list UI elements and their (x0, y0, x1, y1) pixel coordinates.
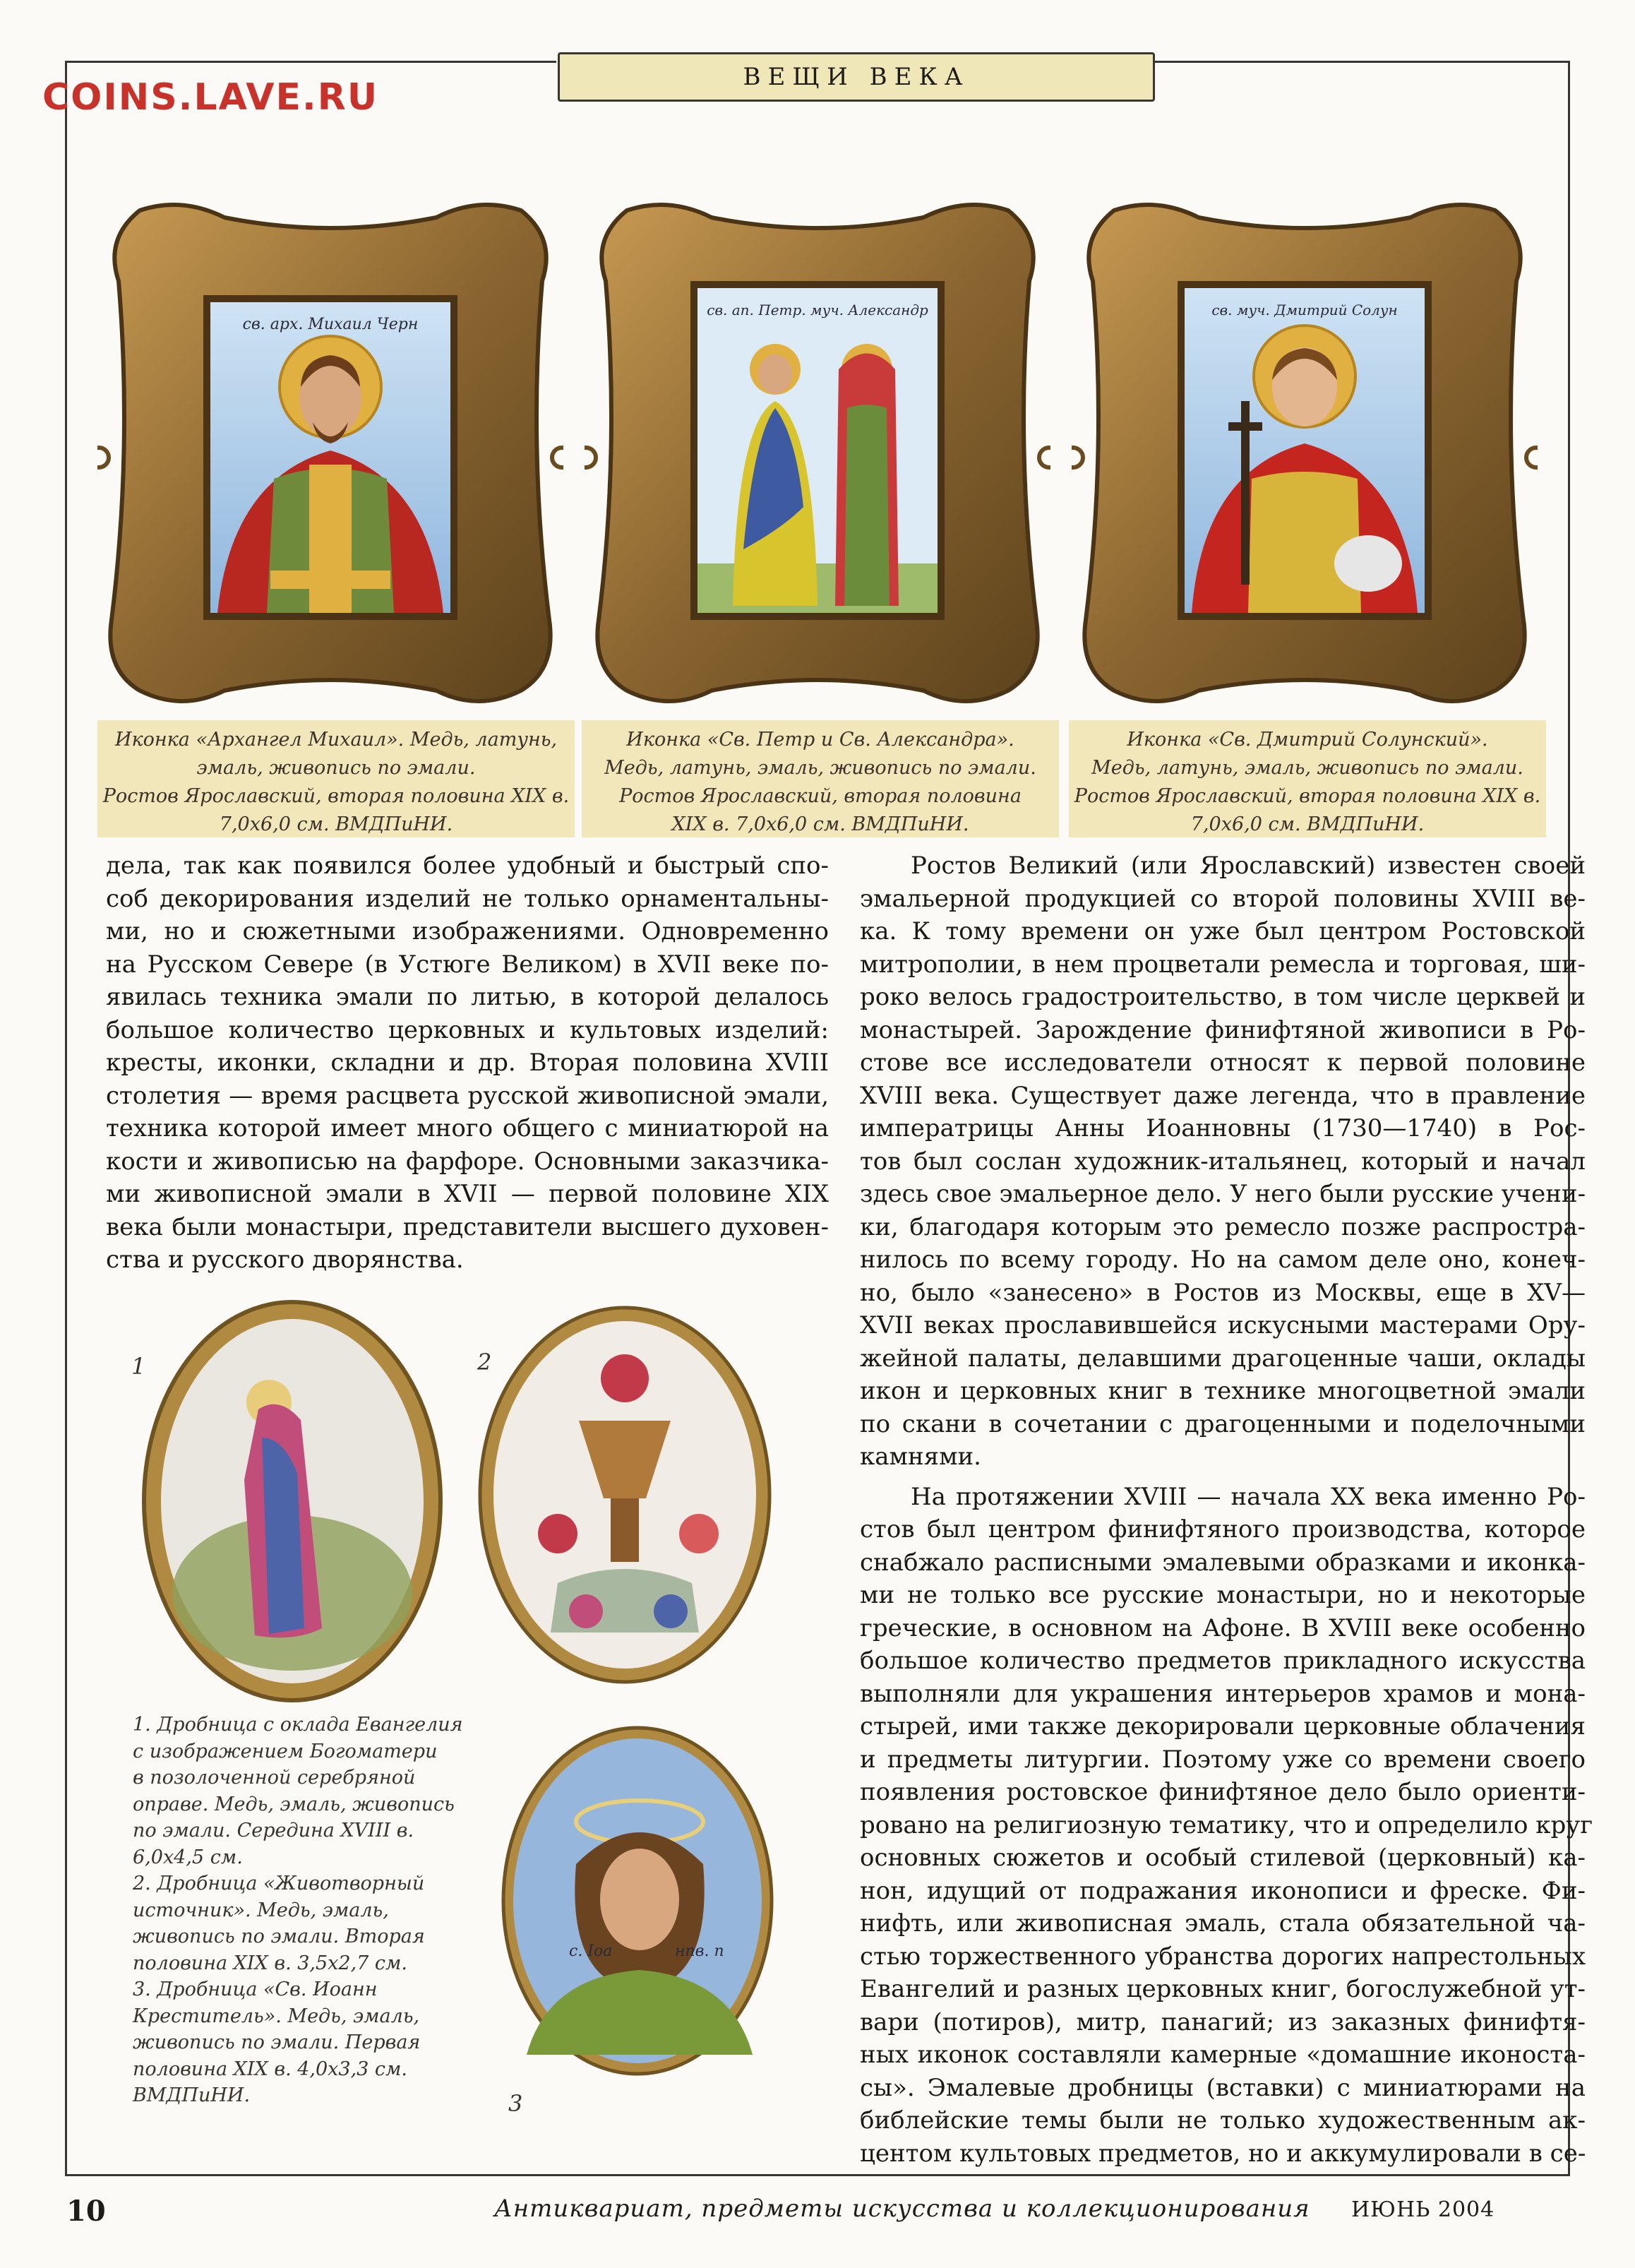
plaque-1-madonna (138, 1296, 446, 1706)
page-number: 10 (66, 2195, 106, 2228)
text-line: нилось по всему городу. Но на самом деле оно, конеч- (860, 1246, 1586, 1274)
text-line: ных иконок составляли камерные «домашние иконоста- (860, 2041, 1586, 2069)
caption-line: Иконка «Св. Петр и Св. Александра». (626, 729, 1014, 751)
icon-1-inscription: св. арх. Михаил Черн (242, 316, 419, 333)
caption-line: живопись по эмали. Вторая (133, 1926, 425, 1947)
text-line: Ростов Великий (или Ярославский) известен своей (911, 852, 1586, 880)
text-line: ми не только все русские монастыри, но и некоторые (860, 1581, 1586, 1609)
caption-line: живопись по эмали. Первая (133, 2031, 421, 2053)
issue-date: ИЮНЬ 2004 (1351, 2197, 1495, 2222)
left-column-text (106, 849, 829, 1277)
text-line: ки, благодаря которым это ремесло позже распростра- (860, 1212, 1586, 1241)
text-line: роко велось градостроительство, в том числе церквей и (860, 983, 1586, 1011)
text-line: большое количество церковных и культовых изделий: (106, 1015, 829, 1044)
caption-line: половина XIX в. 4,0х3,3 см. (133, 2058, 408, 2080)
caption-line: половина XIX в. 3,5х2,7 см. (133, 1952, 408, 1974)
text-line: центом культовых предметов, но и аккумулировали в се- (860, 2139, 1586, 2168)
plaque-3-john-baptist (498, 1723, 777, 2079)
text-line: ка. К тому времени он уже был центром Ростовской (860, 917, 1586, 945)
caption-line: Иконка «Св. Дмитрий Солунский». (1127, 729, 1488, 751)
plaque-3-inscription-left: с. Іоа (569, 1942, 613, 1960)
text-line: появления ростовское финифтяное дело было ориенти- (860, 1778, 1586, 1806)
text-line: митрополии, в нем процветали ремесла и торговая, ши- (860, 950, 1586, 979)
text-line: греческие, в основном на Афоне. В XVIII веке особенно (860, 1613, 1586, 1642)
text-line: дела, так как появился более удобный и быстрый спо- (106, 852, 829, 880)
text-line: основных сюжетов и особый стилевой (церковный) ка- (860, 1844, 1586, 1872)
plaque-3-label: 3 (508, 2090, 523, 2117)
caption-line: Ростов Ярославский, вторая половина (619, 785, 1022, 807)
text-line: стырей, ими также декорировали церковные облачения (860, 1712, 1586, 1741)
caption-line: ВМДПиНИ. (133, 2084, 251, 2106)
right-column-text (860, 849, 1593, 2170)
text-line: стов был центром финифтяного производства, которое (860, 1515, 1586, 1544)
text-line: камнями. (860, 1443, 981, 1471)
caption-line: 7,0х6,0 см. ВМДПиНИ. (1190, 813, 1425, 835)
text-line: тов был сослан художник-итальянец, который и начал (860, 1147, 1586, 1176)
text-line: по скани в сочетании с драгоценными и поделочными (860, 1409, 1586, 1438)
text-line: нифть, или живописная эмаль, стала обязательной ча- (860, 1909, 1586, 1938)
caption-line: по эмали. Середина XVIII в. (133, 1820, 414, 1842)
text-line: ровано на религиозную тематику, что и определило круг (860, 1810, 1593, 1839)
plaque-3-inscription-right: нпв. п (675, 1942, 724, 1960)
caption-line: XIX в. 7,0х6,0 см. ВМДПиНИ. (671, 813, 969, 835)
icon-2-inscription: св. ап. Петр. муч. Александр (707, 302, 928, 318)
text-line: нон, идущий от подражания иконописи и фреске. Фи- (860, 1876, 1586, 1905)
text-line: века были монастыри, представители высшего духовен- (106, 1212, 829, 1241)
text-line: библейские темы были не только художественным ак- (860, 2106, 1586, 2135)
text-line: монастырей. Зарождение финифтяной живописи в Ро- (860, 1015, 1586, 1044)
caption-line: в позолоченной серебряной (133, 1767, 416, 1789)
text-line: вари (потиров), митр, панагий; из заказных финифтя- (860, 2007, 1586, 2036)
text-line: на Русском Севере (в Устюге Великом) в XVII веке по- (106, 950, 829, 979)
caption-line: Ростов Ярославский, вторая половина XIX в. (102, 785, 570, 807)
caption-line: 6,0х4,5 см. (133, 1846, 243, 1868)
text-line: ми, но и сюжетными изображениями. Одновременно (106, 917, 829, 945)
section-title: ВЕЩИ ВЕКА (558, 52, 1155, 102)
caption-line: Медь, латунь, эмаль, живопись по эмали. (604, 757, 1036, 779)
caption-line: 1. Дробница с оклада Евангелия (133, 1714, 463, 1736)
icon-archangel-michael (97, 196, 563, 712)
text-line: явилась техника эмали по литью, в которой делалось (106, 983, 829, 1011)
icon-frame-3 (1072, 196, 1538, 712)
caption-line: эмаль, живопись по эмали. (196, 757, 476, 779)
plaque-2-life-giving-spring (473, 1301, 777, 1689)
text-line: Евангелий и разных церковных книг, богослужебной ут- (860, 1975, 1586, 2003)
icon-3-inscription: св. муч. Дмитрий Солун (1211, 302, 1398, 318)
caption-line: оправе. Медь, эмаль, живопись (133, 1793, 455, 1815)
text-line: стью торжественного убранства дорогих напрестольных (860, 1942, 1586, 1971)
caption-line: 3. Дробница «Св. Иоанн (133, 1978, 378, 2000)
icon-1-caption (97, 720, 575, 837)
icon-frame-1 (97, 196, 563, 712)
caption-line: Ростов Ярославский, вторая половина XIX в. (1074, 785, 1541, 807)
icon-dmitry-solunsky (1072, 196, 1538, 712)
text-line: жейной палаты, делавшими драгоценные чаши, оклады (860, 1344, 1586, 1373)
text-line: эмальерной продукцией со второй половины XVIII ве- (860, 884, 1586, 913)
icon-3-caption (1069, 720, 1546, 837)
text-line: ства и русского дворянства. (106, 1246, 464, 1274)
caption-line: источник». Медь, эмаль, (133, 1899, 389, 1921)
text-line: техника которой имеет много общего с миниатюрой на (106, 1114, 829, 1142)
icon-frame-2 (585, 196, 1050, 712)
text-line: стове все исследователи относят к первой половине (860, 1049, 1586, 1077)
text-line: кости и живописью на фарфоре. Основными заказчика- (106, 1147, 829, 1176)
icon-2-caption (582, 720, 1059, 837)
plaque-2-label: 2 (477, 1349, 492, 1375)
text-line: но, было «занесено» в Ростов из Москвы, еще в XV— (860, 1278, 1586, 1307)
text-line: здесь свое эмальерное дело. У него были русские учени- (860, 1180, 1586, 1208)
text-line: ми живописной эмали в XVII — первой половине XIX (106, 1180, 829, 1208)
text-line: XVII веках прославившейся искусными мастерами Ору- (860, 1311, 1586, 1339)
text-line: сы». Эмалевые дробницы (вставки) с миниатюрами на (860, 2073, 1586, 2102)
text-line: столетия — время расцвета русской живописной эмали, (106, 1081, 829, 1110)
text-line: выполняли для украшения интерьеров храмов и мона- (860, 1679, 1586, 1708)
text-line: соб декорирования изделий не только орнаментальны- (106, 884, 829, 913)
text-line: императрицы Анны Иоанновны (1730—1740) в Рос- (860, 1114, 1586, 1142)
text-line: снабжало расписными эмалевыми образками и иконка- (860, 1548, 1586, 1577)
text-line: большое количество предметов прикладного искусства (860, 1647, 1586, 1675)
text-line: XVIII века. Существует даже легенда, что в правление (860, 1081, 1586, 1110)
caption-line: 2. Дробница «Животворный (133, 1873, 425, 1894)
text-line: икон и церковных книг в технике многоцветной эмали (860, 1377, 1586, 1405)
text-line: и предметы литургии. Поэтому уже со времени своего (860, 1745, 1586, 1774)
caption-line: Иконка «Архангел Михаил». Медь, латунь, (114, 729, 558, 751)
plaque-1-label: 1 (131, 1353, 146, 1380)
magazine-title: Антиквариат, предметы искусства и коллекционирования (494, 2195, 1310, 2223)
caption-line: 7,0х6,0 см. ВМДПиНИ. (219, 813, 453, 835)
caption-line: Медь, латунь, эмаль, живопись по эмали. (1091, 757, 1523, 779)
plaques-caption (133, 1712, 486, 2109)
caption-line: с изображением Богоматери (133, 1740, 438, 1762)
watermark-text: COINS.LAVE.RU (42, 76, 379, 119)
icon-peter-alexandra (585, 196, 1050, 712)
text-line: кресты, иконки, складни и др. Вторая половина XVIII (106, 1049, 829, 1077)
text-line: На протяжении XVIII — начала XX века именно Ро- (911, 1482, 1586, 1511)
caption-line: Креститель». Медь, эмаль, (133, 2005, 420, 2027)
